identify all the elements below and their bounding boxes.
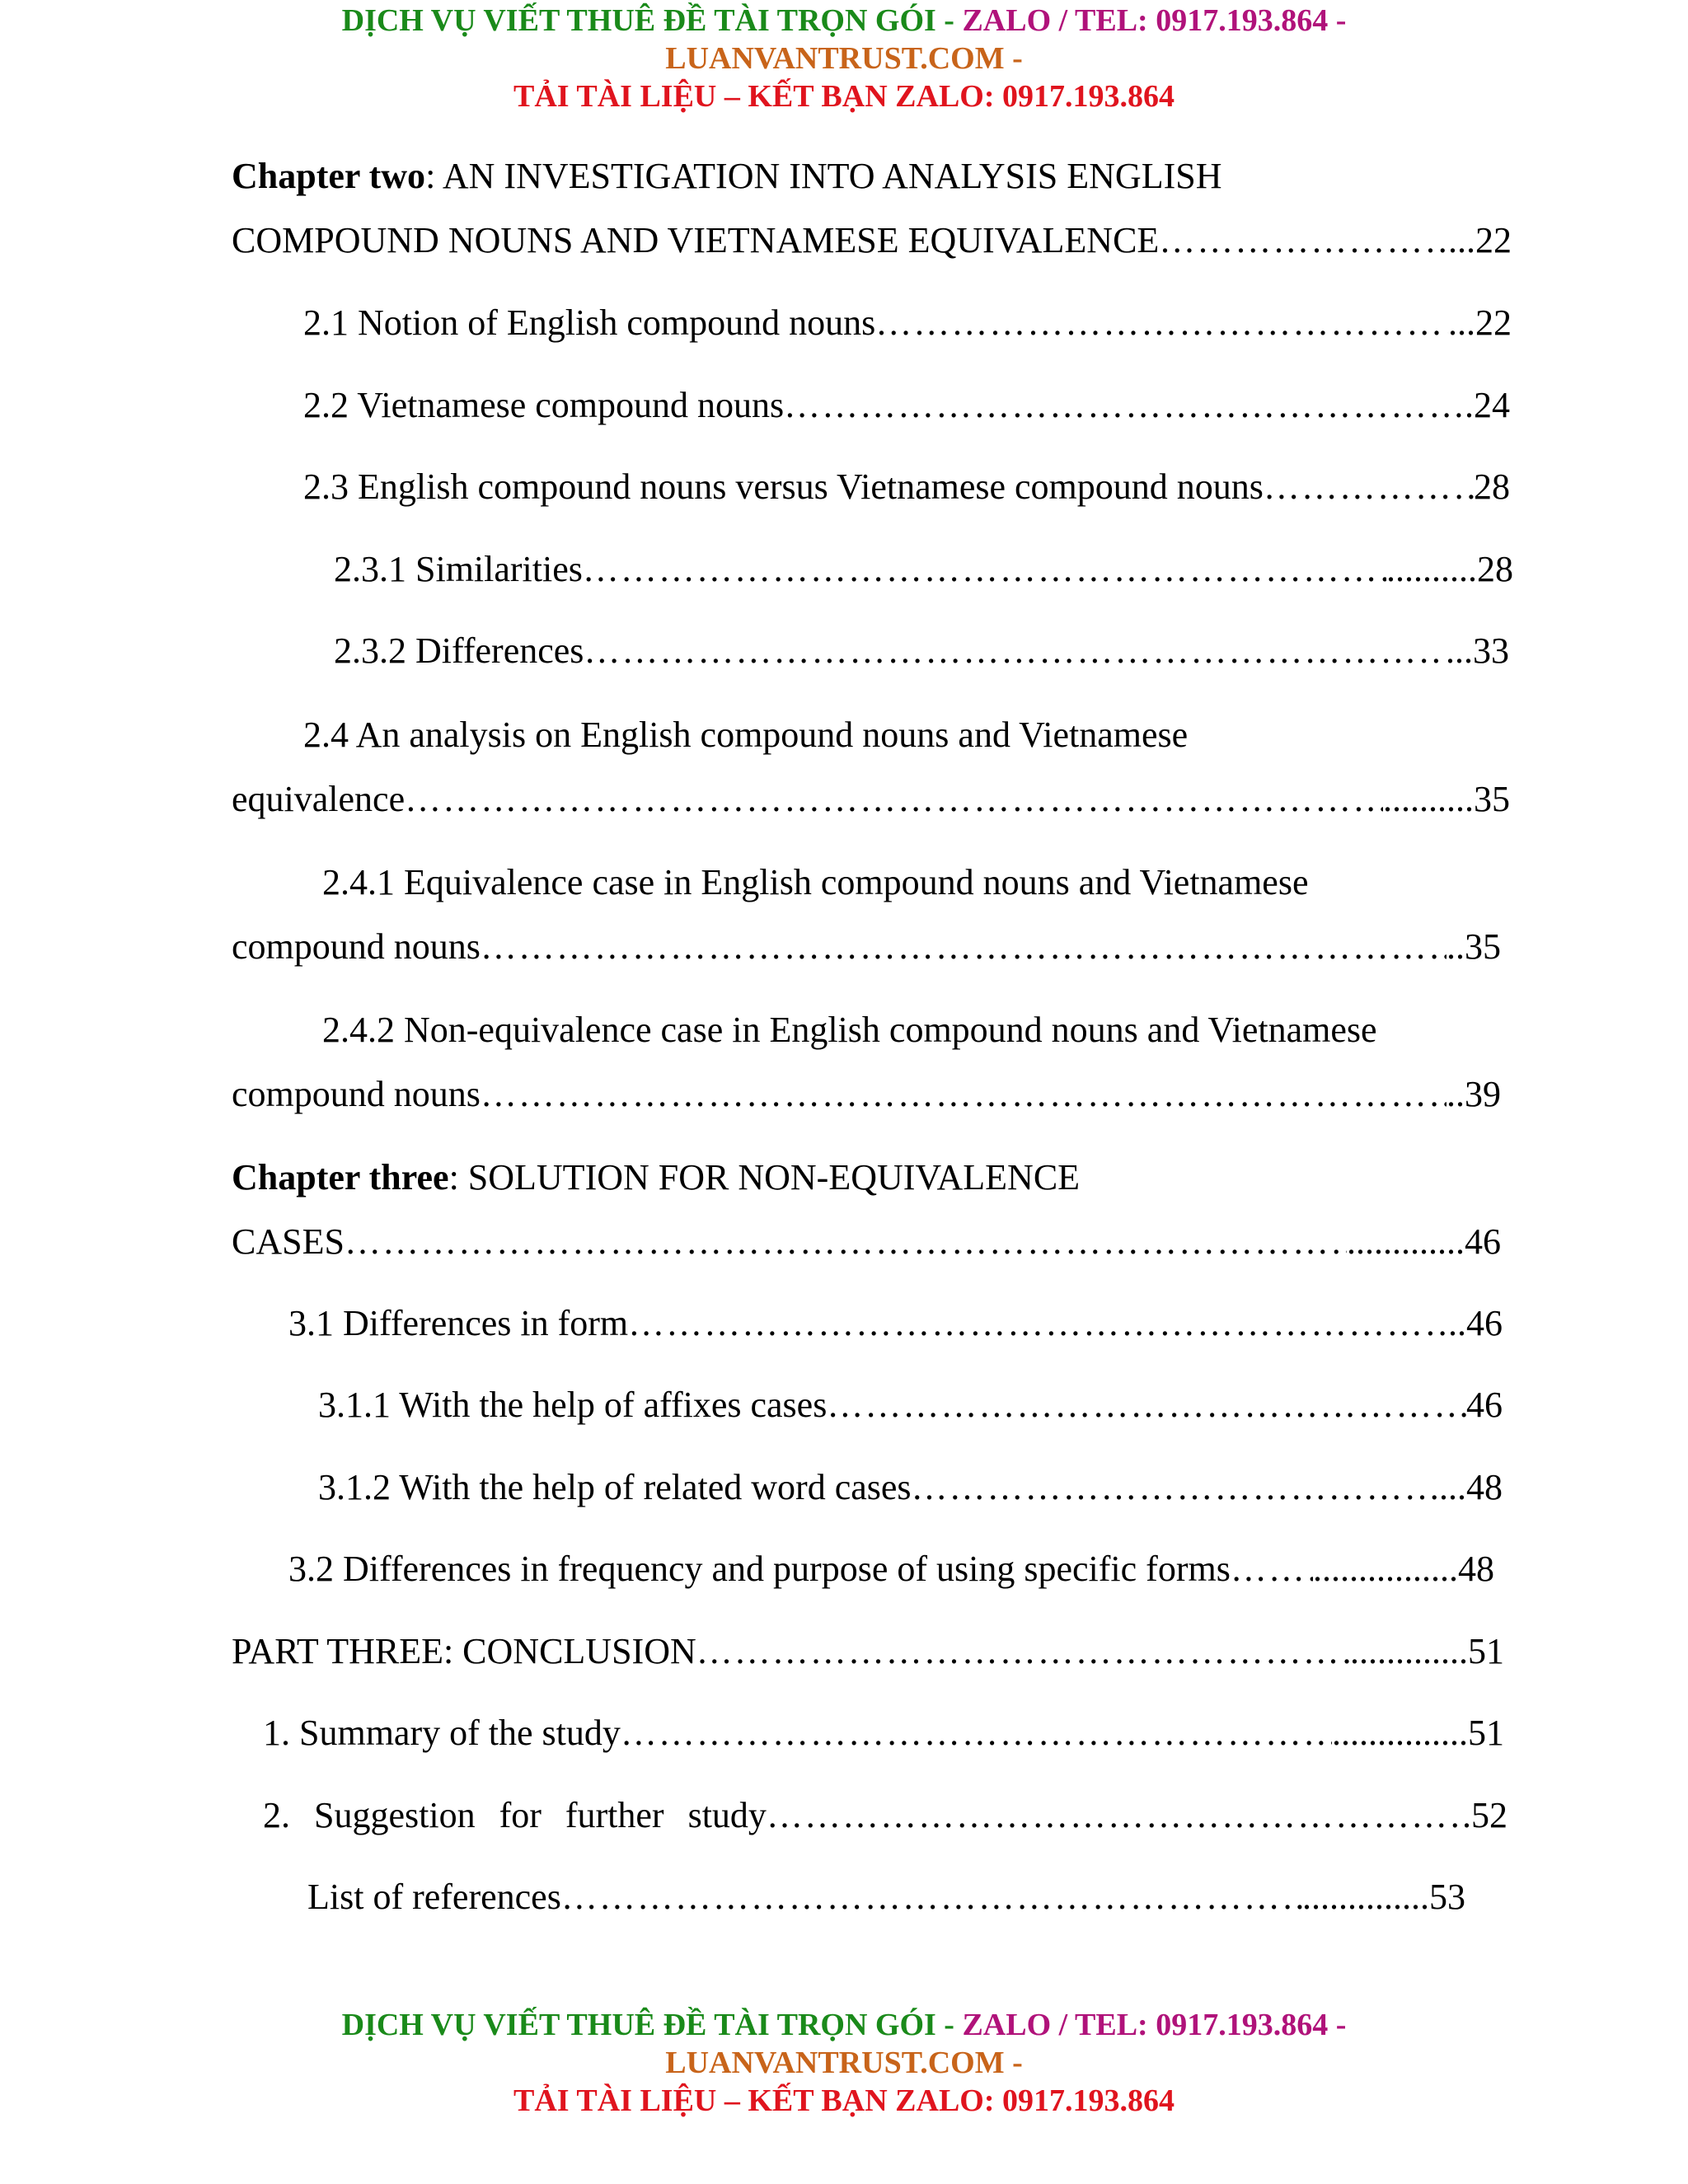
toc-leader-dots — [345, 1219, 1347, 1265]
toc-entry-label: 2.1 Notion of English compound nouns — [303, 302, 876, 343]
toc-page-number: .52 — [1462, 1795, 1507, 1835]
toc-entry-label: 3.1 Differences in form — [288, 1303, 629, 1343]
toc-entry-label: 2.4.2 Non-equivalence case in English compound nouns and Vietnamese — [322, 1010, 1377, 1050]
toc-item-summary — [263, 1710, 1504, 1756]
toc-leader-dots — [767, 1793, 1462, 1839]
toc-page-number: ..39 — [1447, 1074, 1501, 1114]
toc-leader-dots — [1231, 1546, 1313, 1592]
toc-leader-dots — [561, 1874, 1302, 1920]
footer-banner — [0, 2006, 1688, 2120]
toc-entry-2-4-line-2 — [232, 776, 1510, 823]
toc-entry-label: 1. Summary of the study — [263, 1713, 621, 1753]
toc-leader-dots — [696, 1629, 1350, 1675]
header-banner — [0, 2, 1688, 115]
toc-page-number: ...33 — [1446, 630, 1509, 671]
toc-chapter-two-line-1 — [232, 153, 1221, 199]
toc-entry-label: 2.3 English compound nouns versus Vietnamese compound nouns — [303, 466, 1264, 507]
toc-page-number: ..35 — [1447, 926, 1501, 967]
toc-page-number: ...22 — [1448, 302, 1512, 343]
toc-entry-2-4-2-line-1 — [322, 1007, 1377, 1053]
toc-entry-label: 2.4.1 Equivalence case in English compound nouns and Vietnamese — [322, 862, 1309, 902]
toc-chapter-two-label: Chapter two — [232, 156, 426, 196]
toc-leader-dots — [481, 1071, 1447, 1118]
toc-entry-2-4-1-line-1 — [322, 860, 1309, 906]
toc-page-number: ..46 — [1448, 1303, 1503, 1343]
toc-entry-3-1-1 — [318, 1382, 1503, 1428]
toc-page-number: ..........35 — [1383, 779, 1510, 819]
toc-page-number: 46 — [1466, 1385, 1503, 1425]
toc-chapter-three-line-2 — [232, 1219, 1501, 1265]
toc-chapter-two-title-1: : AN INVESTIGATION INTO ANALYSIS ENGLISH — [425, 156, 1222, 196]
toc-entry-label: 2.2 Vietnamese compound nouns — [303, 385, 785, 425]
toc-entry-2-1 — [303, 300, 1512, 346]
toc-entry-2-4-1-line-2 — [232, 924, 1501, 970]
toc-page-number: ..............53 — [1302, 1877, 1465, 1917]
toc-entry-2-4-2-line-2 — [232, 1071, 1501, 1118]
toc-leader-dots — [481, 924, 1447, 970]
toc-leader-dots — [628, 1301, 1448, 1347]
toc-leader-dots — [1159, 218, 1448, 264]
footer-banner-line-1 — [0, 2006, 1688, 2044]
toc-leader-dots — [583, 546, 1386, 593]
footer-download-text: TẢI TÀI LIỆU – KẾT BẠN ZALO: 0917.193.864 — [513, 2083, 1175, 2118]
toc-item-suggestion — [263, 1793, 1507, 1839]
toc-page-number: .............46 — [1347, 1221, 1501, 1262]
toc-entry-label: List of references — [307, 1877, 561, 1917]
header-website-text: LUANVANTRUST.COM - — [665, 41, 1023, 76]
toc-leader-dots — [784, 382, 1465, 429]
toc-entry-2-4-line-1 — [303, 712, 1188, 758]
toc-entry-2-3-1 — [334, 546, 1513, 593]
toc-leader-dots — [827, 1382, 1466, 1428]
toc-chapter-two-title-2: COMPOUND NOUNS AND VIETNAMESE EQUIVALENCE — [232, 220, 1160, 260]
toc-leader-dots — [584, 628, 1446, 674]
toc-list-of-references — [307, 1874, 1465, 1920]
toc-leader-dots — [912, 1465, 1439, 1511]
toc-entry-label: 2. Suggestion for further study — [263, 1795, 767, 1835]
toc-page-number: ................48 — [1313, 1549, 1494, 1589]
toc-entry-label: PART THREE: CONCLUSION — [232, 1631, 696, 1671]
toc-entry-label: equivalence — [232, 779, 406, 819]
toc-page-number: .24 — [1465, 385, 1510, 425]
toc-page-number: ...............51 — [1332, 1713, 1504, 1753]
footer-service-text: DỊCH VỤ VIẾT THUÊ ĐỀ TÀI TRỌN GÓI - — [341, 2008, 963, 2042]
header-download-text: TẢI TÀI LIỆU – KẾT BẠN ZALO: 0917.193.864 — [513, 79, 1175, 114]
toc-entry-label: 2.4 An analysis on English compound nouns and Vietnamese — [303, 715, 1189, 755]
toc-page-number: ..........28 — [1386, 549, 1513, 589]
toc-chapter-three-title-2: CASES — [232, 1221, 345, 1262]
toc-chapter-three-title-1: : SOLUTION FOR NON-EQUIVALENCE — [448, 1157, 1081, 1197]
toc-entry-label: compound nouns — [232, 1074, 481, 1114]
toc-chapter-two-line-2 — [232, 218, 1512, 264]
toc-entry-2-3-2 — [334, 628, 1509, 674]
toc-entry-label: 2.3.2 Differences — [334, 630, 584, 671]
footer-website-text: LUANVANTRUST.COM - — [665, 2046, 1023, 2080]
footer-contact-text: ZALO / TEL: 0917.193.864 - — [962, 2008, 1347, 2042]
toc-entry-3-1-2 — [318, 1465, 1503, 1511]
toc-part-three — [232, 1629, 1504, 1675]
toc-page-number: 28 — [1474, 466, 1510, 507]
header-service-text: DỊCH VỤ VIẾT THUÊ ĐỀ TÀI TRỌN GÓI - — [341, 3, 963, 38]
toc-page-number: ...48 — [1439, 1467, 1503, 1507]
toc-chapter-three-line-1 — [232, 1155, 1080, 1201]
header-contact-text: ZALO / TEL: 0917.193.864 - — [962, 3, 1347, 38]
toc-entry-3-1 — [288, 1301, 1503, 1347]
toc-leader-dots — [1264, 464, 1474, 510]
toc-entry-2-2 — [303, 382, 1510, 429]
toc-entry-2-3 — [303, 464, 1510, 510]
header-banner-line-1 — [0, 2, 1688, 40]
toc-leader-dots — [405, 776, 1383, 823]
toc-leader-dots — [875, 300, 1448, 346]
toc-entry-label: 2.3.1 Similarities — [334, 549, 583, 589]
toc-entry-label: 3.2 Differences in frequency and purpose of using specific forms — [288, 1549, 1231, 1589]
toc-entry-3-2 — [288, 1546, 1494, 1592]
toc-entry-label: compound nouns — [232, 926, 481, 967]
toc-page-number: .............51 — [1350, 1631, 1504, 1671]
toc-entry-label: 3.1.1 With the help of affixes cases — [318, 1385, 828, 1425]
toc-page-number: ...22 — [1448, 220, 1512, 260]
toc-entry-label: 3.1.2 With the help of related word cases — [318, 1467, 912, 1507]
toc-leader-dots — [621, 1710, 1332, 1756]
toc-chapter-three-label: Chapter three — [232, 1157, 449, 1197]
